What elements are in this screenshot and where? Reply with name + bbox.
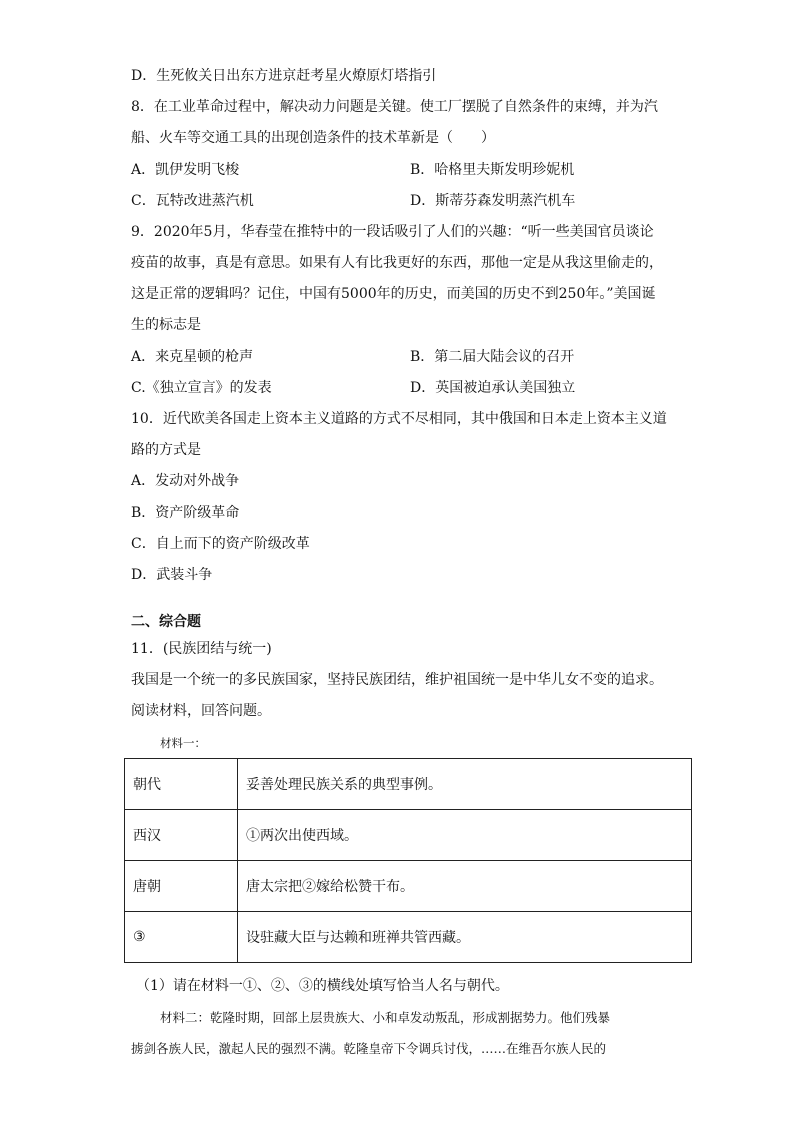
q7-option-d: D．生死攸关日出东方进京赶考星火燎原灯塔指引 [131,68,437,84]
q9-option-c: C.《独立宣言》的发表 [131,380,272,396]
table-cell: 唐太宗把②嫁给松赞干布。 [238,861,692,912]
material2-line1: 材料二：乾隆时期，回部上层贵族大、小和卓发动叛乱，形成割据势力。他们残暴 [160,1010,611,1025]
table-row [125,810,692,861]
q9-stem-line3: 这是正常的逻辑吗？记住，中国有5000年的历史，而美国的历史不到250年。”美国诞 [131,286,656,302]
q10-option-c: C．自上而下的资产阶级改革 [131,536,310,552]
q11-intro-line2: 阅读材料，回答问题。 [131,703,271,719]
q9-stem-line2: 疫苗的故事，真是有意思。如果有人有比我更好的东西，那他一定是从我这里偷走的， [131,255,663,271]
q11-sub1: （1）请在材料一①、②、③的横线处填写恰当人名与朝代。 [136,978,509,994]
q9-option-b: B．第二届大陆会议的召开 [410,349,575,365]
q9-option-a: A．来克星顿的枪声 [131,349,254,365]
q10-option-a: A．发动对外战争 [131,473,240,489]
table-header-row [125,759,692,810]
q9-stem-line4: 生的标志是 [131,317,201,333]
material1-label: 材料一： [160,736,206,750]
q11-intro-line1: 我国是一个统一的多民族国家，坚持民族团结，维护祖国统一是中华儿女不变的追求。 [131,672,663,688]
q10-stem-line2: 路的方式是 [131,442,201,458]
q10-option-d: D．武装斗争 [131,567,213,583]
q8-option-a: A．凯伊发明飞梭 [131,162,240,178]
table-cell: 朝代 [125,759,238,810]
table-cell: 设驻藏大臣与达赖和班禅共管西藏。 [238,912,692,963]
table-cell: 妥善处理民族关系的典型事例。 [238,759,692,810]
q9-stem-line1: 9．2020年5月，华春莹在推特中的一段话吸引了人们的兴趣：“听一些美国官员谈论 [131,224,654,240]
q8-option-b: B．哈格里夫斯发明珍妮机 [410,162,575,178]
table-row [125,861,692,912]
q9-option-d: D．英国被迫承认美国独立 [410,380,576,396]
q8-stem-line2: 船、火车等交通工具的出现创造条件的技术革新是（ ） [131,130,495,146]
section-title: 二、综合题 [131,614,201,630]
q8-option-c: C．瓦特改进蒸汽机 [131,193,254,209]
table-cell: ①两次出使西域。 [238,810,692,861]
table-cell: ③ [125,912,238,963]
table-cell: 唐朝 [125,861,238,912]
q8-option-d: D．斯蒂芬森发明蒸汽机车 [410,193,576,209]
q11-title: 11．(民族团结与统一) [131,641,272,657]
table-row [125,912,692,963]
table-cell: 西汉 [125,810,238,861]
material2-line2: 掳剑各族人民，激起人民的强烈不满。乾隆皇帝下令调兵讨伐，……在维吾尔族人民的 [131,1041,607,1056]
material1-table [124,758,692,963]
q8-stem-line1: 8．在工业革命过程中，解决动力问题是关键。使工厂摆脱了自然条件的束缚，并为汽 [131,99,658,115]
q10-option-b: B．资产阶级革命 [131,505,240,521]
q10-stem-line1: 10．近代欧美各国走上资本主义道路的方式不尽相同，其中俄国和日本走上资本主义道 [131,411,667,427]
